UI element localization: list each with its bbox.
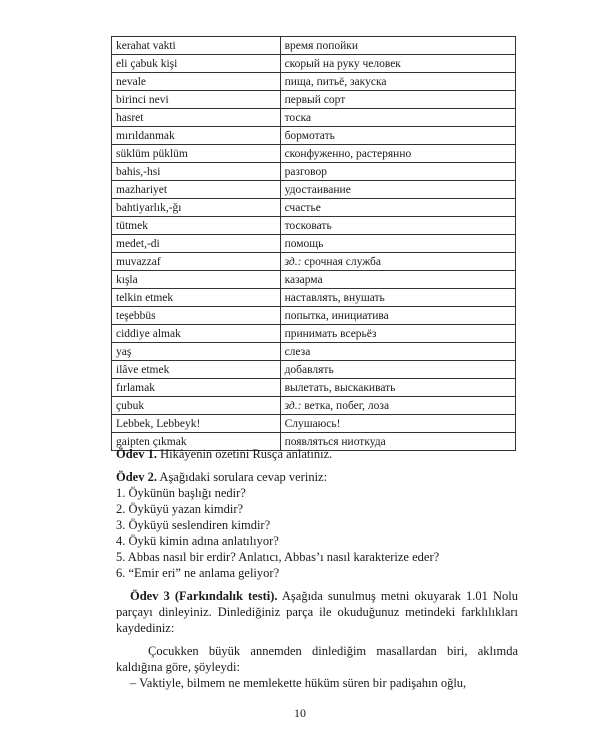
vocab-russian: принимать всерьёз <box>280 325 515 343</box>
vocab-turkish: tütmek <box>112 217 281 235</box>
vocab-russian: наставлять, внушать <box>280 289 515 307</box>
story-paragraph-1: Çocukken büyük annemden dinlediğim masallardan biri, aklımda kaldığına göre, şöyleydi: <box>116 644 518 674</box>
vocab-turkish: Lebbek, Lebbeyk! <box>112 415 281 433</box>
vocab-russian: появляться ниоткуда <box>280 433 515 451</box>
vocab-turkish: kerahat vakti <box>112 37 281 55</box>
vocab-row <box>112 73 516 91</box>
question-item: 4. Öykü kimin adına anlatılıyor? <box>116 534 279 548</box>
vocab-turkish: fırlamak <box>112 379 281 397</box>
vocab-turkish: kışla <box>112 271 281 289</box>
vocab-row <box>112 325 516 343</box>
vocab-russian: помощь <box>280 235 515 253</box>
odev-1-label: Ödev 1. <box>116 447 157 461</box>
vocab-row <box>112 415 516 433</box>
vocab-turkish: çubuk <box>112 397 281 415</box>
question-item: 3. Öyküyü seslendiren kimdir? <box>116 518 271 532</box>
vocab-turkish: mazhariyet <box>112 181 281 199</box>
question-item: 6. “Emir eri” ne anlama geliyor? <box>116 566 280 580</box>
abbreviation: зд.: <box>284 255 302 268</box>
odev-1 <box>116 446 518 462</box>
vocab-turkish: gaipten çıkmak <box>112 433 281 451</box>
vocab-row <box>112 145 516 163</box>
vocab-russian: сконфуженно, растерянно <box>280 145 515 163</box>
story-paragraph-2: – Vaktiyle, bilmem ne memlekette hüküm süren bir padişahın oğlu, <box>130 676 467 690</box>
odev-2-text: Aşağıdaki sorulara cevap veriniz: <box>156 470 328 484</box>
vocab-row <box>112 37 516 55</box>
vocab-turkish: medet,-di <box>112 235 281 253</box>
vocab-row <box>112 235 516 253</box>
vocab-row <box>112 91 516 109</box>
odev-3-label: Ödev 3 (Farkındalık testi). <box>130 589 278 603</box>
vocab-russian: вылетать, выскакивать <box>280 379 515 397</box>
vocab-turkish: yaş <box>112 343 281 361</box>
vocab-russian: попытка, инициатива <box>280 307 515 325</box>
vocab-russian: удостаивание <box>280 181 515 199</box>
vocab-row <box>112 379 516 397</box>
odev-3 <box>116 588 518 636</box>
vocab-russian: тосковать <box>280 217 515 235</box>
vocab-russian: слеза <box>280 343 515 361</box>
vocab-russian: пища, питьё, закуска <box>280 73 515 91</box>
vocab-row <box>112 55 516 73</box>
vocab-turkish: bahis,-hsi <box>112 163 281 181</box>
vocab-turkish: eli çabuk kişi <box>112 55 281 73</box>
vocab-russian: зд.: ветка, побег, лоза <box>280 397 515 415</box>
vocab-row <box>112 181 516 199</box>
vocab-turkish: muvazzaf <box>112 253 281 271</box>
vocab-russian: время попойки <box>280 37 515 55</box>
vocab-row <box>112 289 516 307</box>
vocab-row <box>112 271 516 289</box>
vocab-turkish: süklüm püklüm <box>112 145 281 163</box>
vocab-turkish: hasret <box>112 109 281 127</box>
odev-1-text: Hikâyenin özetini Rusça anlatınız. <box>156 447 333 461</box>
vocab-russian: Слушаюсь! <box>280 415 515 433</box>
vocab-row <box>112 361 516 379</box>
vocab-row <box>112 343 516 361</box>
vocab-turkish: telkin etmek <box>112 289 281 307</box>
odev-3-text: Aşağıda sunulmuş metni okuyarak 1.01 Nolu parçayı dinleyiniz. Dinlediğiniz parça ile okuduğunuz metindeki farklılıkları kaydediniz: <box>116 589 518 635</box>
question-item: 2. Öyküyü yazan kimdir? <box>116 502 244 516</box>
vocab-turkish: birinci nevi <box>112 91 281 109</box>
odev-2 <box>116 469 518 485</box>
vocab-row <box>112 307 516 325</box>
odev-2-label: Ödev 2. <box>116 470 157 484</box>
vocab-turkish: nevale <box>112 73 281 91</box>
vocab-turkish: ciddiye almak <box>112 325 281 343</box>
vocab-row <box>112 253 516 271</box>
vocab-turkish: mırıldanmak <box>112 127 281 145</box>
vocab-row <box>112 109 516 127</box>
abbreviation: зд.: <box>284 399 302 412</box>
vocab-row <box>112 127 516 145</box>
vocab-russian: зд.: срочная служба <box>280 253 515 271</box>
vocab-turkish: ilâve etmek <box>112 361 281 379</box>
vocab-russian: разговор <box>280 163 515 181</box>
vocabulary-table <box>111 36 516 451</box>
question-item: 1. Öykünün başlığı nedir? <box>116 486 246 500</box>
exercises <box>116 446 518 691</box>
vocab-russian: добавлять <box>280 361 515 379</box>
question-item: 5. Abbas nasıl bir erdir? Anlatıcı, Abbas’ı nasıl karakterize eder? <box>116 550 440 564</box>
vocab-row <box>112 199 516 217</box>
vocabulary-table-body <box>112 37 516 451</box>
vocab-russian: счастье <box>280 199 515 217</box>
vocab-russian: бормотать <box>280 127 515 145</box>
vocab-russian: казарма <box>280 271 515 289</box>
vocab-russian: первый сорт <box>280 91 515 109</box>
vocab-russian: тоска <box>280 109 515 127</box>
vocab-row <box>112 163 516 181</box>
page-number: 10 <box>294 706 306 720</box>
vocab-turkish: teşebbüs <box>112 307 281 325</box>
vocab-row <box>112 397 516 415</box>
vocab-russian: скорый на руку человек <box>280 55 515 73</box>
vocab-row <box>112 217 516 235</box>
vocab-turkish: bahtiyarlık,-ğı <box>112 199 281 217</box>
